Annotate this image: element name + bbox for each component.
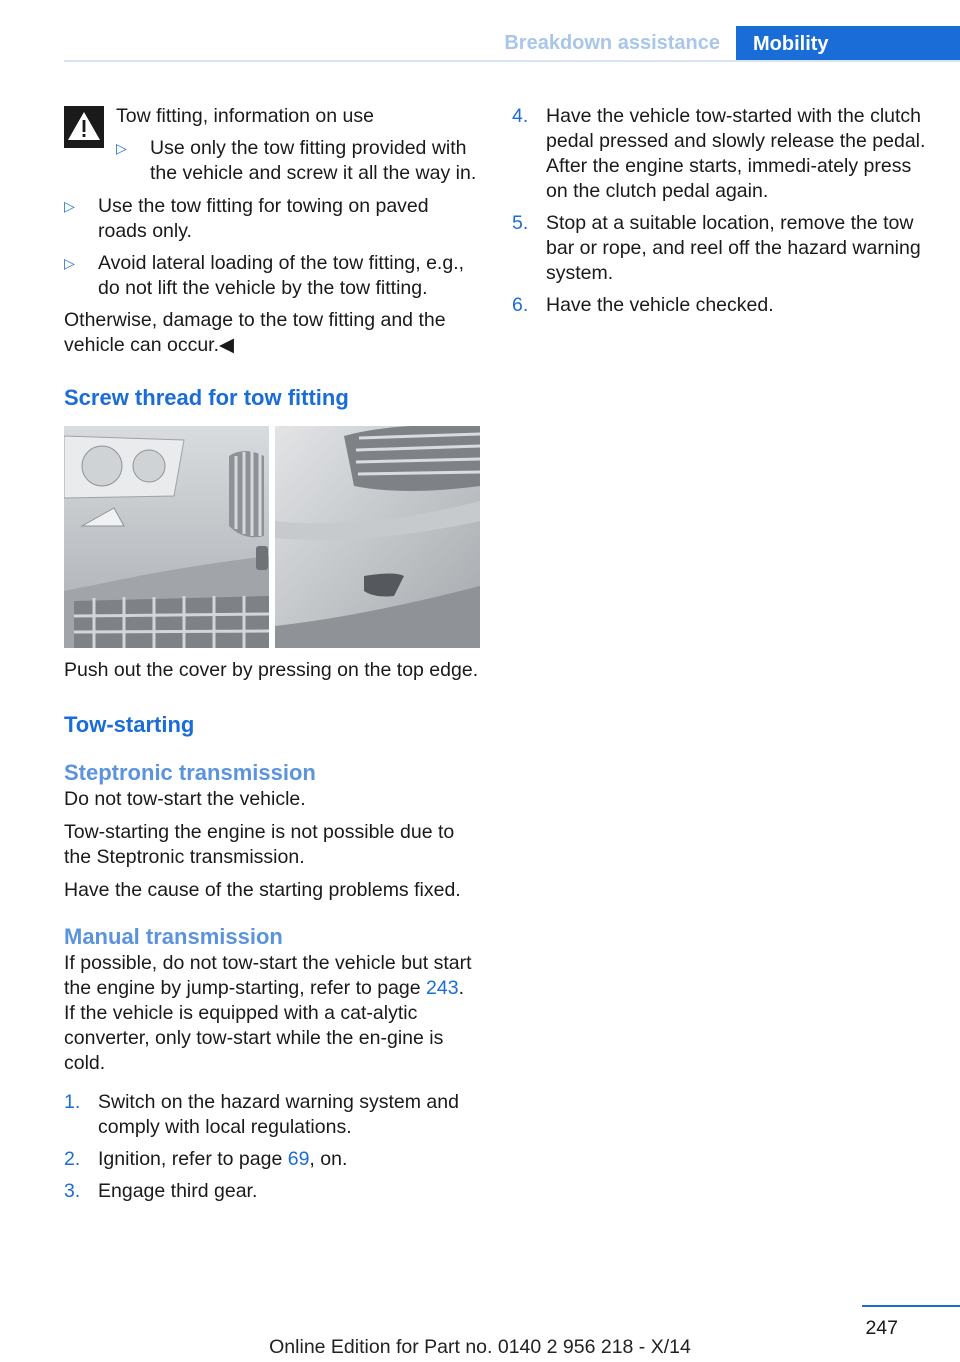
warning-item-text: Use only the tow fitting provided with the vehicle and screw it all the way in. bbox=[150, 137, 477, 184]
manual-heading: Manual transmission bbox=[64, 924, 283, 949]
triangle-bullet-icon: ▷ bbox=[64, 255, 75, 271]
warning-list bbox=[116, 136, 480, 186]
footer-edition: Online Edition for Part no. 0140 2 956 218 - X/14 bbox=[269, 1336, 691, 1358]
left-column bbox=[64, 104, 480, 1211]
steptronic-paragraph: Have the cause of the starting problems fixed. bbox=[64, 879, 461, 901]
steptronic-paragraph: Do not tow-start the vehicle. bbox=[64, 788, 306, 810]
step-number: 1. bbox=[64, 1091, 81, 1113]
list-item bbox=[64, 194, 480, 244]
step-item bbox=[512, 104, 928, 204]
tow-fitting-figure bbox=[64, 426, 480, 648]
manual-intro-text: . If the vehicle is equipped with a cat‐alytic converter, only tow-start while the en‐gine is cold. bbox=[64, 977, 465, 1074]
warning-title: Tow fitting, information on use bbox=[116, 105, 374, 127]
steptronic-heading: Steptronic transmission bbox=[64, 760, 316, 785]
step-number: 4. bbox=[512, 105, 529, 127]
triangle-bullet-icon: ▷ bbox=[64, 198, 75, 214]
step-number: 5. bbox=[512, 212, 529, 234]
step-text: Ignition, refer to page bbox=[98, 1148, 288, 1170]
step-item bbox=[512, 211, 928, 286]
footer-divider bbox=[862, 1305, 960, 1307]
step-item bbox=[64, 1090, 480, 1140]
tow-fitting-illustration bbox=[64, 426, 480, 648]
step-text: Switch on the hazard warning system and comply with local regulations. bbox=[98, 1091, 459, 1138]
header-section-title: Breakdown assistance bbox=[504, 32, 720, 54]
list-item-text: Avoid lateral loading of the tow fitting, e.g., do not lift the vehicle by the tow fitting. bbox=[98, 252, 465, 299]
step-number: 2. bbox=[64, 1148, 81, 1170]
manual-intro-text: If possible, do not tow-start the vehicle but start the engine by jump-starting, refer to page bbox=[64, 952, 472, 999]
warning-block bbox=[64, 104, 480, 186]
step-item bbox=[512, 293, 928, 318]
header-divider bbox=[64, 60, 960, 62]
warning-list-item bbox=[116, 136, 480, 186]
bullet-list bbox=[64, 194, 480, 301]
warning-icon bbox=[64, 106, 104, 148]
step-text: Engage third gear. bbox=[98, 1180, 258, 1202]
header-chapter-tab: Mobility bbox=[736, 26, 960, 62]
steps-list-left bbox=[64, 1090, 480, 1204]
page-link[interactable]: 69 bbox=[287, 1148, 310, 1170]
step-number: 6. bbox=[512, 294, 529, 316]
step-text: Have the vehicle checked. bbox=[546, 294, 774, 316]
list-item-text: Use the tow fitting for towing on paved roads only. bbox=[98, 195, 429, 242]
step-text: Stop at a suitable location, remove the tow bar or rope, and reel off the hazard warning system. bbox=[546, 212, 921, 284]
triangle-bullet-icon: ▷ bbox=[116, 140, 127, 156]
page-number: 247 bbox=[865, 1317, 898, 1339]
step-number: 3. bbox=[64, 1180, 81, 1202]
step-item bbox=[64, 1179, 480, 1204]
step-item bbox=[64, 1147, 480, 1172]
step-text: Have the vehicle tow-started with the clutch pedal pressed and slowly release the pedal. After the engine starts, immedi‐ately press on the clutch pedal again. bbox=[546, 105, 926, 202]
step-text: , on. bbox=[309, 1148, 348, 1170]
manual-intro bbox=[64, 951, 480, 1076]
page-link[interactable]: 243 bbox=[426, 977, 459, 999]
screw-thread-heading: Screw thread for tow fitting bbox=[64, 385, 349, 410]
tow-starting-heading: Tow-starting bbox=[64, 712, 195, 737]
figure-caption: Push out the cover by pressing on the top edge. bbox=[64, 659, 479, 681]
steps-list-right bbox=[512, 104, 928, 318]
steptronic-paragraph: Tow-starting the engine is not possible due to the Steptronic transmission. bbox=[64, 821, 455, 868]
otherwise-paragraph: Otherwise, damage to the tow fitting and the vehicle can occur.◀ bbox=[64, 309, 446, 356]
list-item bbox=[64, 251, 480, 301]
right-column bbox=[512, 104, 928, 325]
